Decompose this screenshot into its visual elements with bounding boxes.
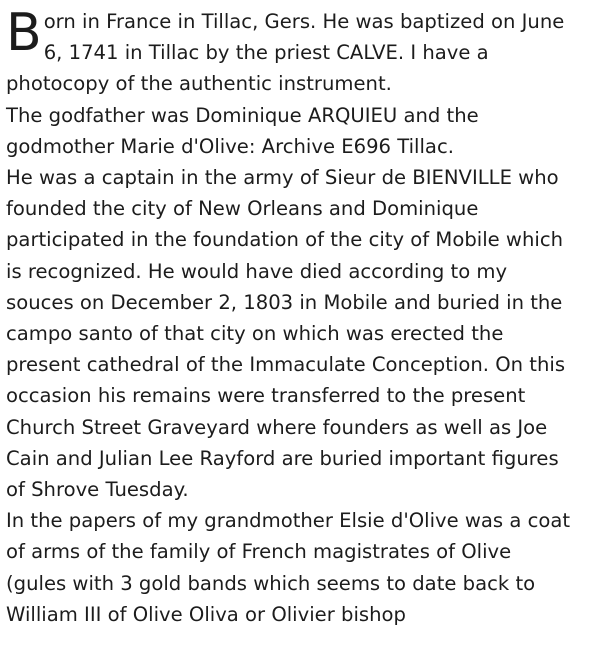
text-line: is recognized. He would have died according to my [6, 259, 508, 283]
text-line: of Shrove Tuesday. [6, 478, 189, 502]
text-line: godmother Marie d'Olive: Archive E696 Tillac. [6, 134, 454, 158]
paragraph-career [6, 162, 602, 505]
paragraph-birth [6, 3, 602, 100]
text-line: (gules with 3 gold bands which seems to date back to [6, 571, 536, 595]
text-line: He was a captain in the army of Sieur de BIENVILLE who [6, 166, 559, 190]
text-line: souces on December 2, 1803 in Mobile and buried in the [6, 290, 563, 314]
text-line: Church Street Graveyard where founders as well as Joe [6, 415, 548, 439]
text-line: William III of Olive Oliva or Olivier bishop [6, 602, 406, 626]
text-line: present cathedral of the Immaculate Conception. On this [6, 353, 566, 377]
text-line: occasion his remains were transferred to the present [6, 384, 526, 408]
text-line: campo santo of that city on which was erected the [6, 322, 504, 346]
text-line: founded the city of New Orleans and Dominique [6, 197, 479, 221]
text-line: The godfather was Dominique ARQUIEU and the [6, 103, 479, 127]
text-line: In the papers of my grandmother Elsie d'Olive was a coat [6, 509, 571, 533]
paragraph-godparents [6, 100, 602, 162]
drop-cap: B [6, 3, 42, 63]
text-line: photocopy of the authentic instrument. [6, 72, 392, 96]
text-line: Cain and Julian Lee Rayford are buried important figures [6, 446, 559, 470]
text-line: participated in the foundation of the city of Mobile which [6, 228, 564, 252]
paragraph-coat-of-arms [6, 505, 602, 630]
text-line: of arms of the family of French magistrates of Olive [6, 540, 512, 564]
text-line: 6, 1741 in Tillac by the priest CALVE. I have a [43, 41, 489, 65]
text-line: orn in France in Tillac, Gers. He was baptized on June [43, 10, 565, 33]
